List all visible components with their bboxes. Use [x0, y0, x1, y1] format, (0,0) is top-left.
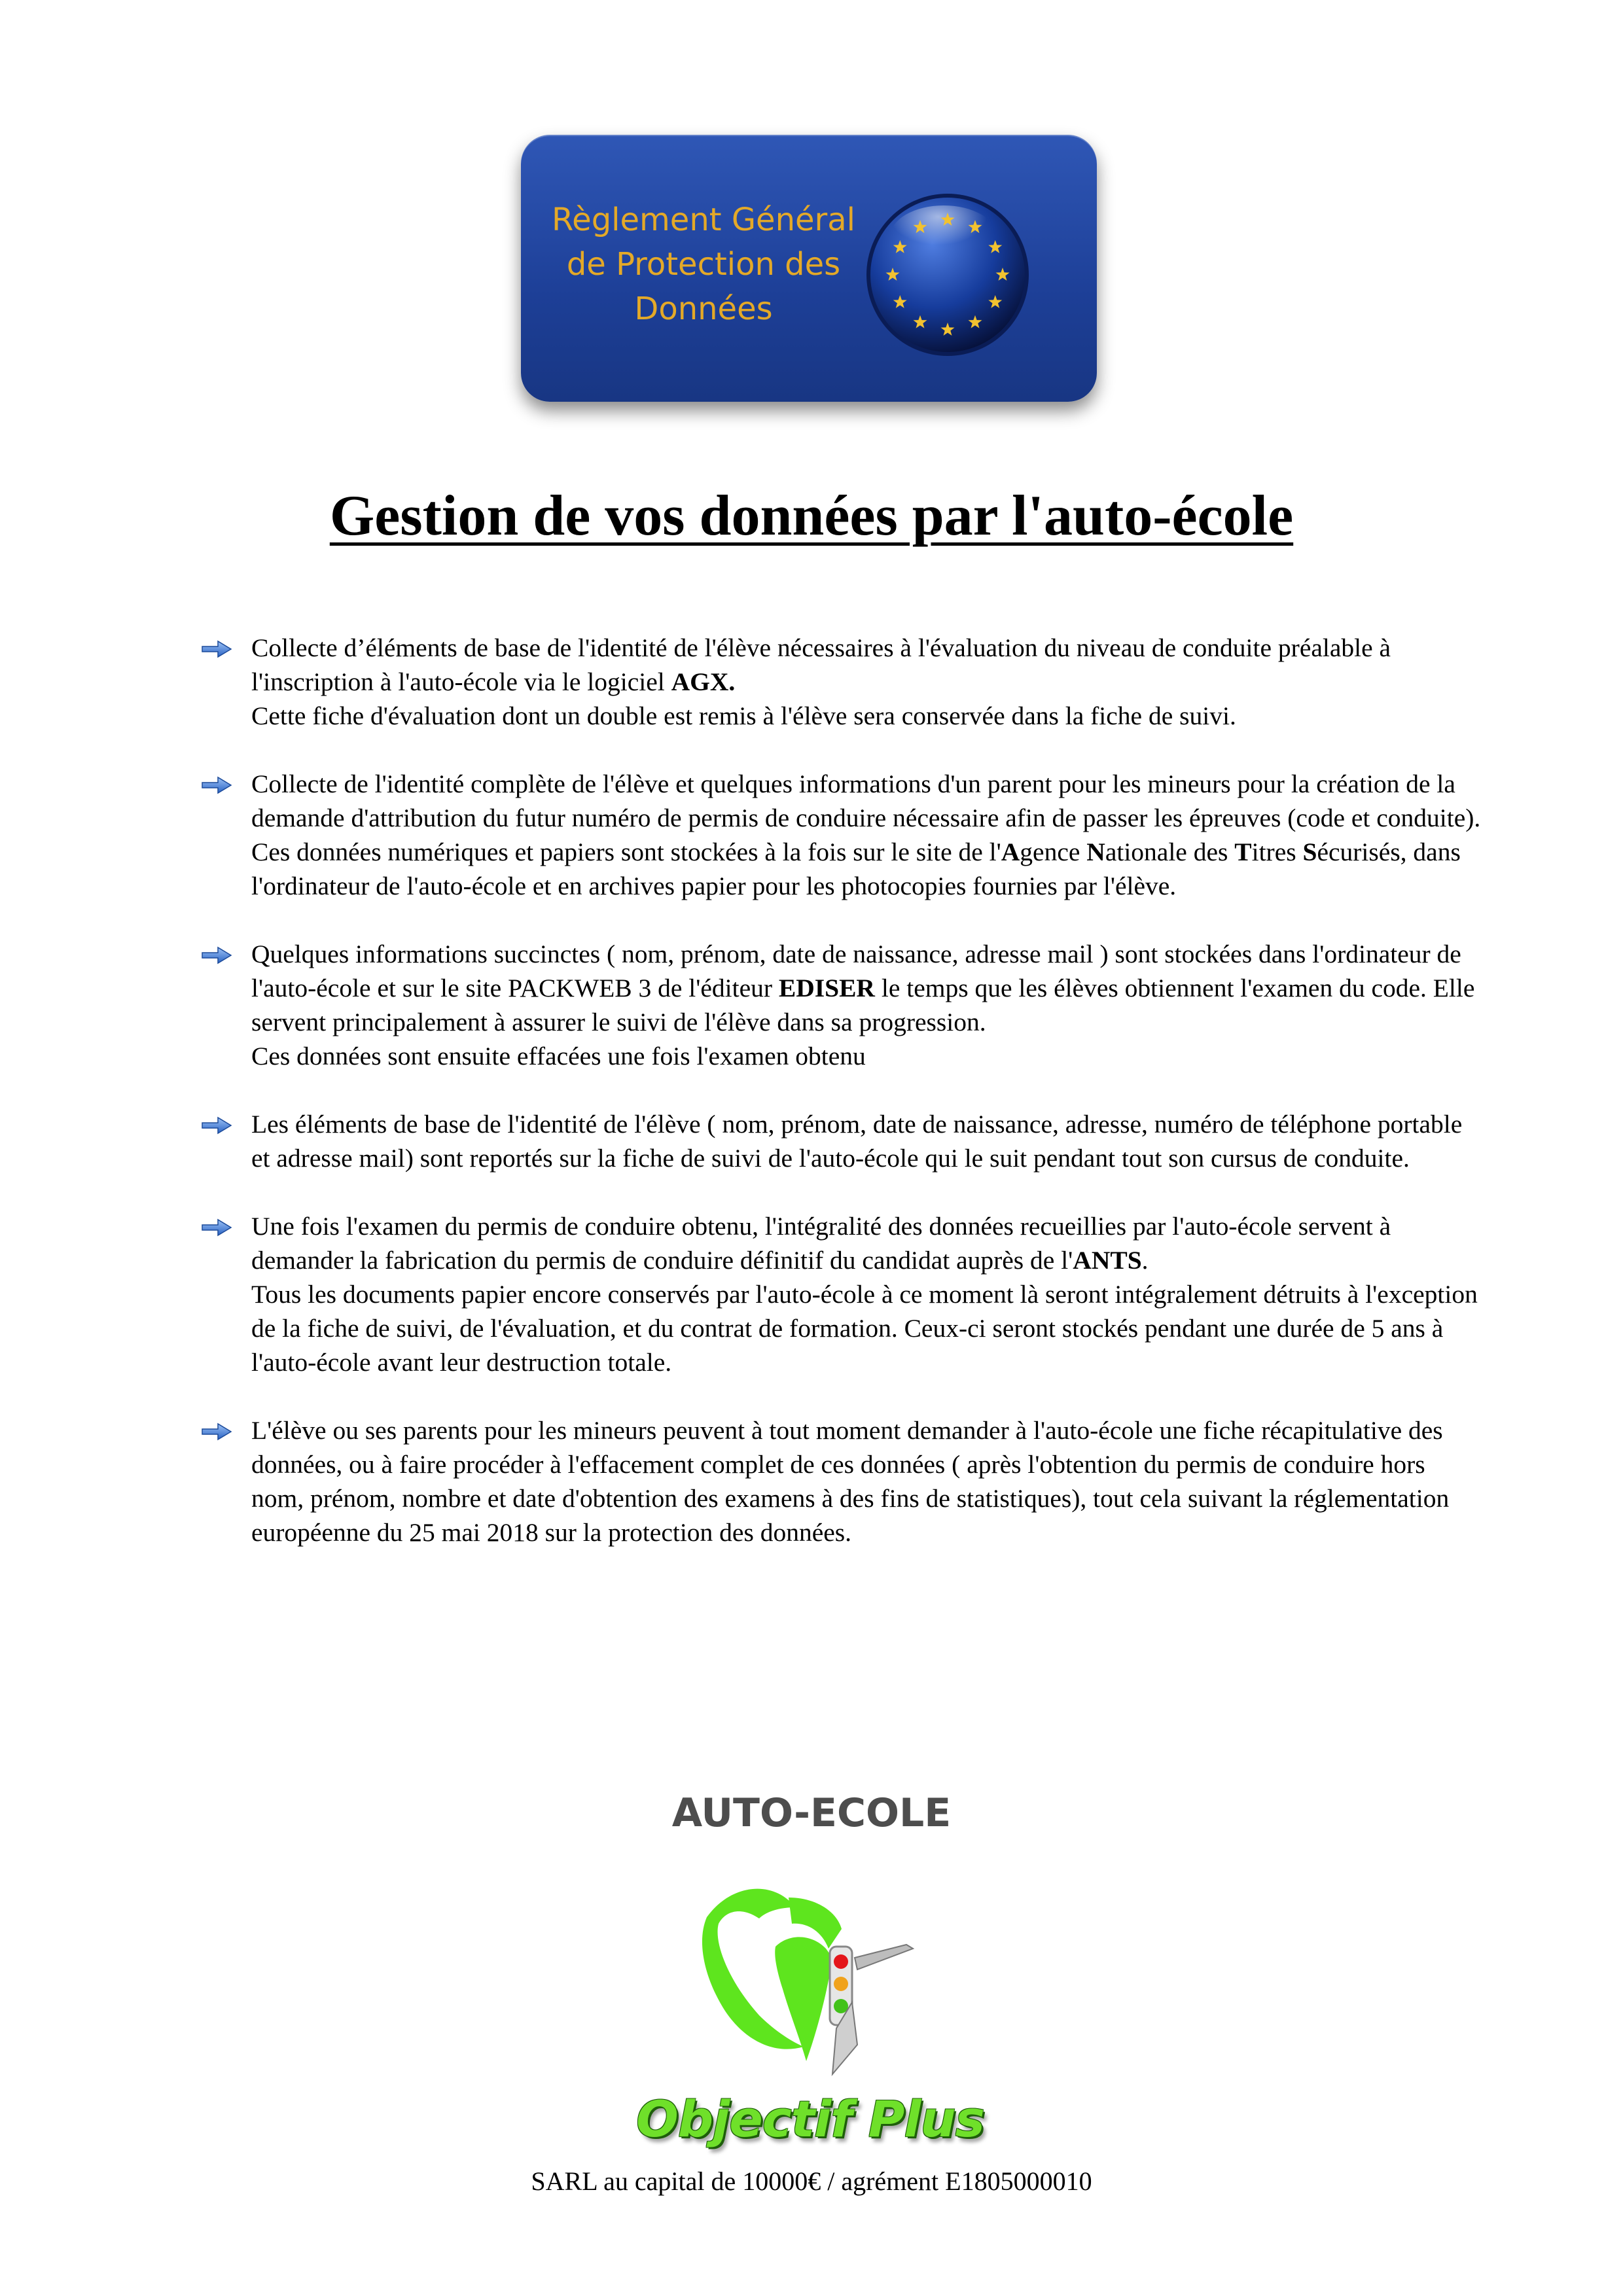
bullet-paragraph: Quelques informations succinctes ( nom, prénom, date de naissance, adresse mail ) sont stockées dans l'ordinateur de l'auto-école et sur le site PACKWEB 3 de l'éditeur EDISER le temps que les élèves obtiennent l'examen du code. Elle servent principalement à assurer le suivi de l'élève dans sa progression. [251, 940, 1475, 1036]
bold-text: ANTS [1073, 1246, 1142, 1275]
bullet-item [199, 1413, 1482, 1549]
banner-text [550, 198, 857, 331]
rgpd-banner [521, 135, 1097, 402]
blue-arrow-icon [201, 1218, 232, 1237]
bullet-item [199, 767, 1482, 903]
bold-text: EDISER [778, 974, 875, 1002]
bullet-paragraph: Ces données numériques et papiers sont stockées à la fois sur le site de l'Agence Nationale des Titres Sécurisés, dans l'ordinateur de l'auto-école et en archives papier pour les photocopies fournies par l'élève. [251, 838, 1461, 900]
page-title: Gestion de vos données par l'auto-école [329, 484, 1294, 548]
banner-line: de Protection des [566, 246, 841, 283]
logo-wordmark: Objectif Plus [636, 2090, 984, 2148]
bullet-list [199, 631, 1482, 1549]
blue-arrow-icon [201, 1422, 232, 1441]
blue-arrow-icon [201, 1116, 232, 1135]
eu-stars-globe-icon [864, 191, 1031, 359]
bold-text: A [1001, 838, 1020, 866]
blue-arrow-icon [201, 640, 232, 658]
bold-text: N [1086, 838, 1105, 866]
banner-line: Données [634, 291, 773, 327]
bullet-paragraph: Tous les documents papier encore conservés par l'auto-école à ce moment là seront intégralement détruits à l'exception de la fiche de suivi, de l'évaluation, et du contrat de formation. Ceux-ci seront stockés pendant une durée de 5 ans à l'auto-école avant leur destruction totale. [251, 1280, 1478, 1377]
bullet-paragraph: Collecte de l'identité complète de l'élève et quelques informations d'un parent pour les mineurs pour la création de la demande d'attribution du futur numéro de permis de conduire nécessaire afin de passer les épreuves (code et conduite). [251, 769, 1481, 832]
bullet-paragraph: Cette fiche d'évaluation dont un double est remis à l'élève sera conservée dans la fiche de suivi. [251, 701, 1236, 730]
bullet-item [199, 1209, 1482, 1379]
footer: SARL au capital de 10000€ / agrément E1805000010 [531, 2166, 1092, 2196]
blue-arrow-icon [201, 946, 232, 964]
bold-text: T [1234, 838, 1252, 866]
bold-text: S [1302, 838, 1317, 866]
bullet-item [199, 937, 1482, 1073]
brand-label: AUTO-ECOLE [671, 1790, 952, 1836]
blue-arrow-icon [201, 776, 232, 794]
bullet-paragraph: Ces données sont ensuite effacées une fois l'examen obtenu [251, 1042, 866, 1070]
bullet-paragraph: Les éléments de base de l'identité de l'élève ( nom, prénom, date de naissance, adresse, numéro de téléphone portable et adresse mail) sont reportés sur la fiche de suivi de l'auto-école qui le suit pendant tout son cursus de conduite. [251, 1110, 1463, 1173]
bullet-item [199, 631, 1482, 733]
banner-line: Règlement Général [551, 202, 855, 238]
bullet-paragraph: Collecte d’éléments de base de l'identité de l'élève nécessaires à l'évaluation du niveau de conduite préalable à l'inscription à l'auto-école via le logiciel AGX. [251, 633, 1391, 696]
bullet-paragraph: Une fois l'examen du permis de conduire obtenu, l'intégralité des données recueillies par l'auto-école servent à demander la fabrication du permis de conduire définitif du candidat auprès de l'ANTS. [251, 1212, 1391, 1275]
objectif-plus-logo-icon [661, 1871, 962, 2107]
bold-text: AGX. [671, 667, 736, 696]
bullet-paragraph: L'élève ou ses parents pour les mineurs peuvent à tout moment demander à l'auto-école une fiche récapitulative des données, ou à faire procéder à l'effacement complet de ces données ( après l'obtention du permis de conduire hors nom, prénom, nombre et date d'obtention des examens à des fins de statistiques), tout cela suivant la réglementation européenne du 25 mai 2018 sur la protection des données. [251, 1416, 1450, 1547]
bullet-item [199, 1107, 1482, 1175]
